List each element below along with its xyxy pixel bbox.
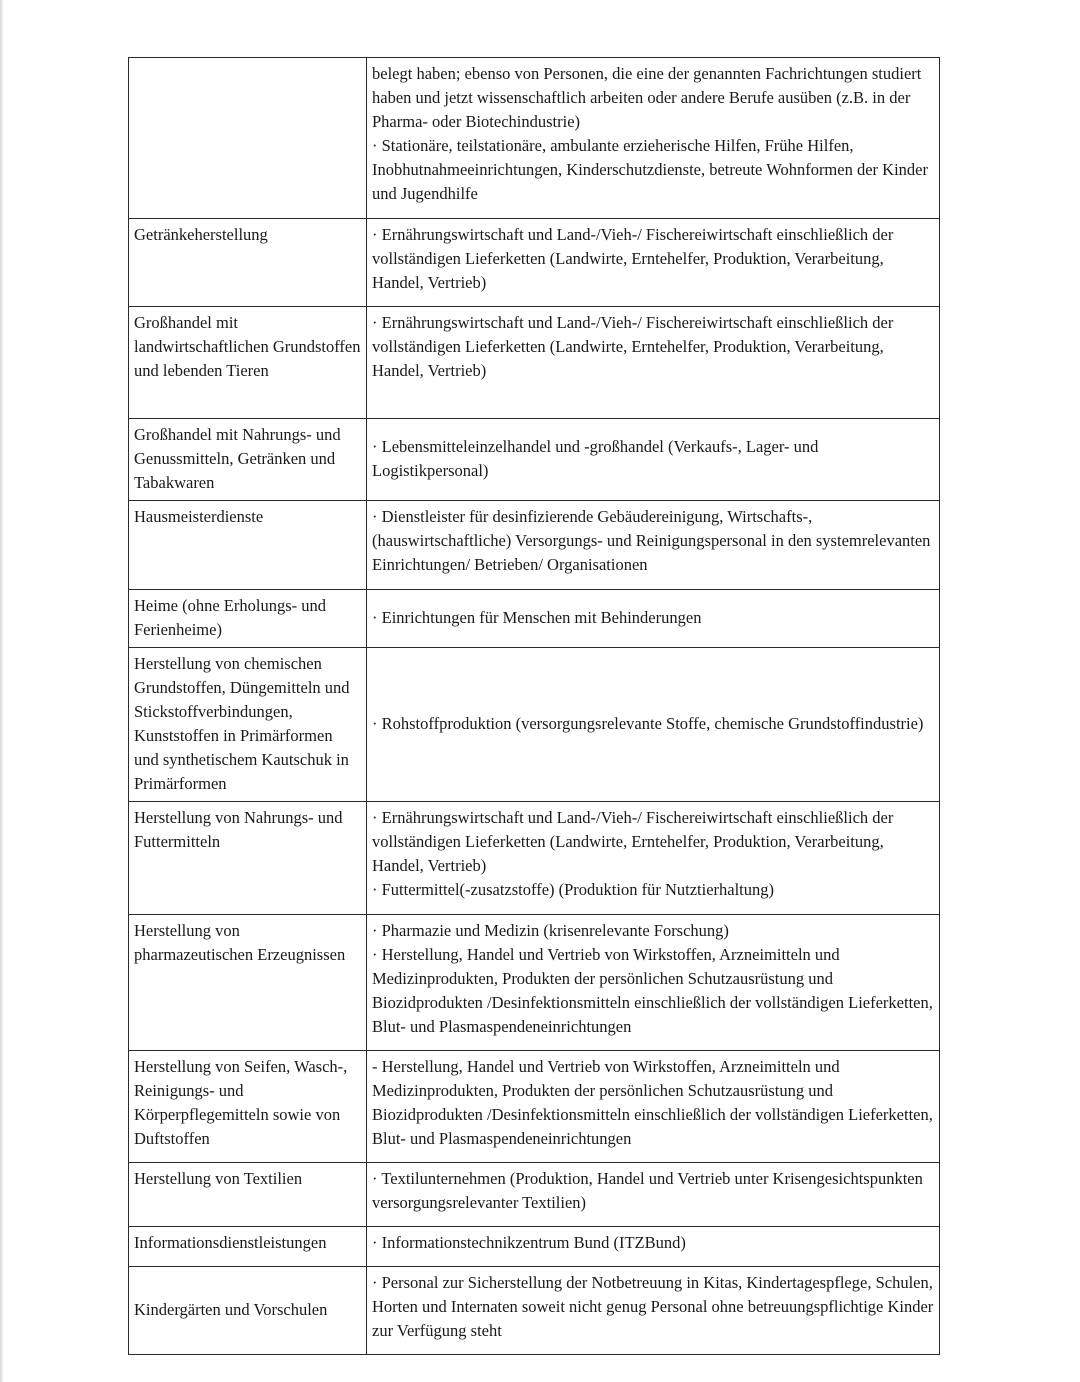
description-cell (367, 590, 940, 648)
sector-cell: Herstellung von Seifen, Wasch-, Reinigungs- und Körperpflegemitteln sowie von Duftstoffen (129, 1051, 367, 1163)
table-row (129, 648, 940, 802)
description-line: · Pharmazie und Medizin (krisenrelevante Forschung) (372, 921, 729, 940)
description-line: · Personal zur Sicherstellung der Notbetreuung in Kitas, Kindertagespflege, Schulen, Horten und Internaten soweit nicht genug Personal ohne betreuungspflichtige Kinder zur Verfügung steht (372, 1273, 934, 1340)
description-cell (367, 1227, 940, 1267)
description-cell (367, 219, 940, 307)
description-line: · Lebensmitteleinzelhandel und -großhandel (Verkaufs-, Lager- und Logistikpersonal) (372, 437, 819, 480)
page-edge-shadow (0, 0, 4, 1382)
table-row (129, 915, 940, 1051)
description-line: · Rohstoffproduktion (versorgungsrelevante Stoffe, chemische Grundstoffindustrie) (372, 714, 924, 733)
table-row (129, 802, 940, 915)
table-row (129, 419, 940, 501)
sector-cell: Kindergärten und Vorschulen (129, 1267, 367, 1355)
table-row (129, 1227, 940, 1267)
description-line: · Einrichtungen für Menschen mit Behinderungen (372, 608, 702, 627)
sector-cell: Herstellung von Textilien (129, 1163, 367, 1227)
table-row (129, 58, 940, 219)
sector-cell: Herstellung von pharmazeutischen Erzeugnissen (129, 915, 367, 1051)
description-cell (367, 1267, 940, 1355)
sector-cell: Herstellung von Nahrungs- und Futtermitteln (129, 802, 367, 915)
table-row (129, 590, 940, 648)
table-row (129, 1267, 940, 1355)
description-cell (367, 58, 940, 219)
sector-table (128, 57, 940, 1355)
description-line: belegt haben; ebenso von Personen, die eine der genannten Fachrichtungen studiert haben und jetzt wissenschaftlich arbeiten oder andere Berufe ausüben (z.B. in der Pharma- oder Biotechindustrie) (372, 64, 922, 131)
description-cell (367, 307, 940, 419)
table-row (129, 1163, 940, 1227)
description-line: · Stationäre, teilstationäre, ambulante erzieherische Hilfen, Frühe Hilfen, Inobhutnahmeeinrichtungen, Kinderschutzdienste, betreute Wohnformen der Kinder und Jugendhilfe (372, 136, 928, 203)
description-cell (367, 802, 940, 915)
table-row (129, 501, 940, 590)
description-cell (367, 915, 940, 1051)
description-line: · Informationstechnikzentrum Bund (ITZBund) (372, 1233, 686, 1252)
description-cell (367, 1163, 940, 1227)
description-line: · Textilunternehmen (Produktion, Handel und Vertrieb unter Krisengesichtspunkten versorgungsrelevanter Textilien) (372, 1169, 923, 1212)
description-cell (367, 419, 940, 501)
sector-cell: Großhandel mit landwirtschaftlichen Grundstoffen und lebenden Tieren (129, 307, 367, 419)
sector-cell: Herstellung von chemischen Grundstoffen, Düngemitteln und Stickstoffverbindungen, Kunststoffen in Primärformen und synthetischem Kautschuk in Primärformen (129, 648, 367, 802)
sector-cell: Heime (ohne Erholungs- und Ferienheime) (129, 590, 367, 648)
description-line: · Futtermittel(-zusatzstoffe) (Produktion für Nutztierhaltung) (372, 880, 775, 899)
table-row (129, 1051, 940, 1163)
description-line: · Ernährungswirtschaft und Land-/Vieh-/ Fischereiwirtschaft einschließlich der vollständigen Lieferketten (Landwirte, Erntehelfer, Produktion, Verarbeitung, Handel, Vertrieb) (372, 808, 894, 875)
description-cell (367, 1051, 940, 1163)
sector-cell (129, 58, 367, 219)
table-row (129, 307, 940, 419)
description-line: · Ernährungswirtschaft und Land-/Vieh-/ Fischereiwirtschaft einschließlich der vollständigen Lieferketten (Landwirte, Erntehelfer, Produktion, Verarbeitung, Handel, Vertrieb) (372, 225, 894, 292)
description-line: · Ernährungswirtschaft und Land-/Vieh-/ Fischereiwirtschaft einschließlich der vollständigen Lieferketten (Landwirte, Erntehelfer, Produktion, Verarbeitung, Handel, Vertrieb) (372, 313, 894, 380)
sector-cell: Hausmeisterdienste (129, 501, 367, 590)
description-cell (367, 648, 940, 802)
description-line: · Dienstleister für desinfizierende Gebäudereinigung, Wirtschafts-, (hauswirtschaftliche) Versorgungs- und Reinigungspersonal in den systemrelevanten Einrichtungen/ Betrieben/ Organisationen (372, 507, 931, 574)
description-line: - Herstellung, Handel und Vertrieb von Wirkstoffen, Arzneimitteln und Medizinprodukten, Produkten der persönlichen Schutzausrüstung und Biozidprodukten /Desinfektionsmitteln einschließlich der vollständigen Lieferketten, Blut- und Plasmaspendeneinrichtungen (372, 1057, 933, 1148)
sector-cell: Informationsdienstleistungen (129, 1227, 367, 1267)
sector-cell: Großhandel mit Nahrungs- und Genussmitteln, Getränken und Tabakwaren (129, 419, 367, 501)
description-line: · Herstellung, Handel und Vertrieb von Wirkstoffen, Arzneimitteln und Medizinprodukten, Produkten der persönlichen Schutzausrüstung und Biozidprodukten /Desinfektionsmitteln einschließlich der vollständigen Lieferketten, Blut- und Plasmaspendeneinrichtungen (372, 945, 933, 1036)
description-cell (367, 501, 940, 590)
table-row (129, 219, 940, 307)
sector-cell: Getränkeherstellung (129, 219, 367, 307)
